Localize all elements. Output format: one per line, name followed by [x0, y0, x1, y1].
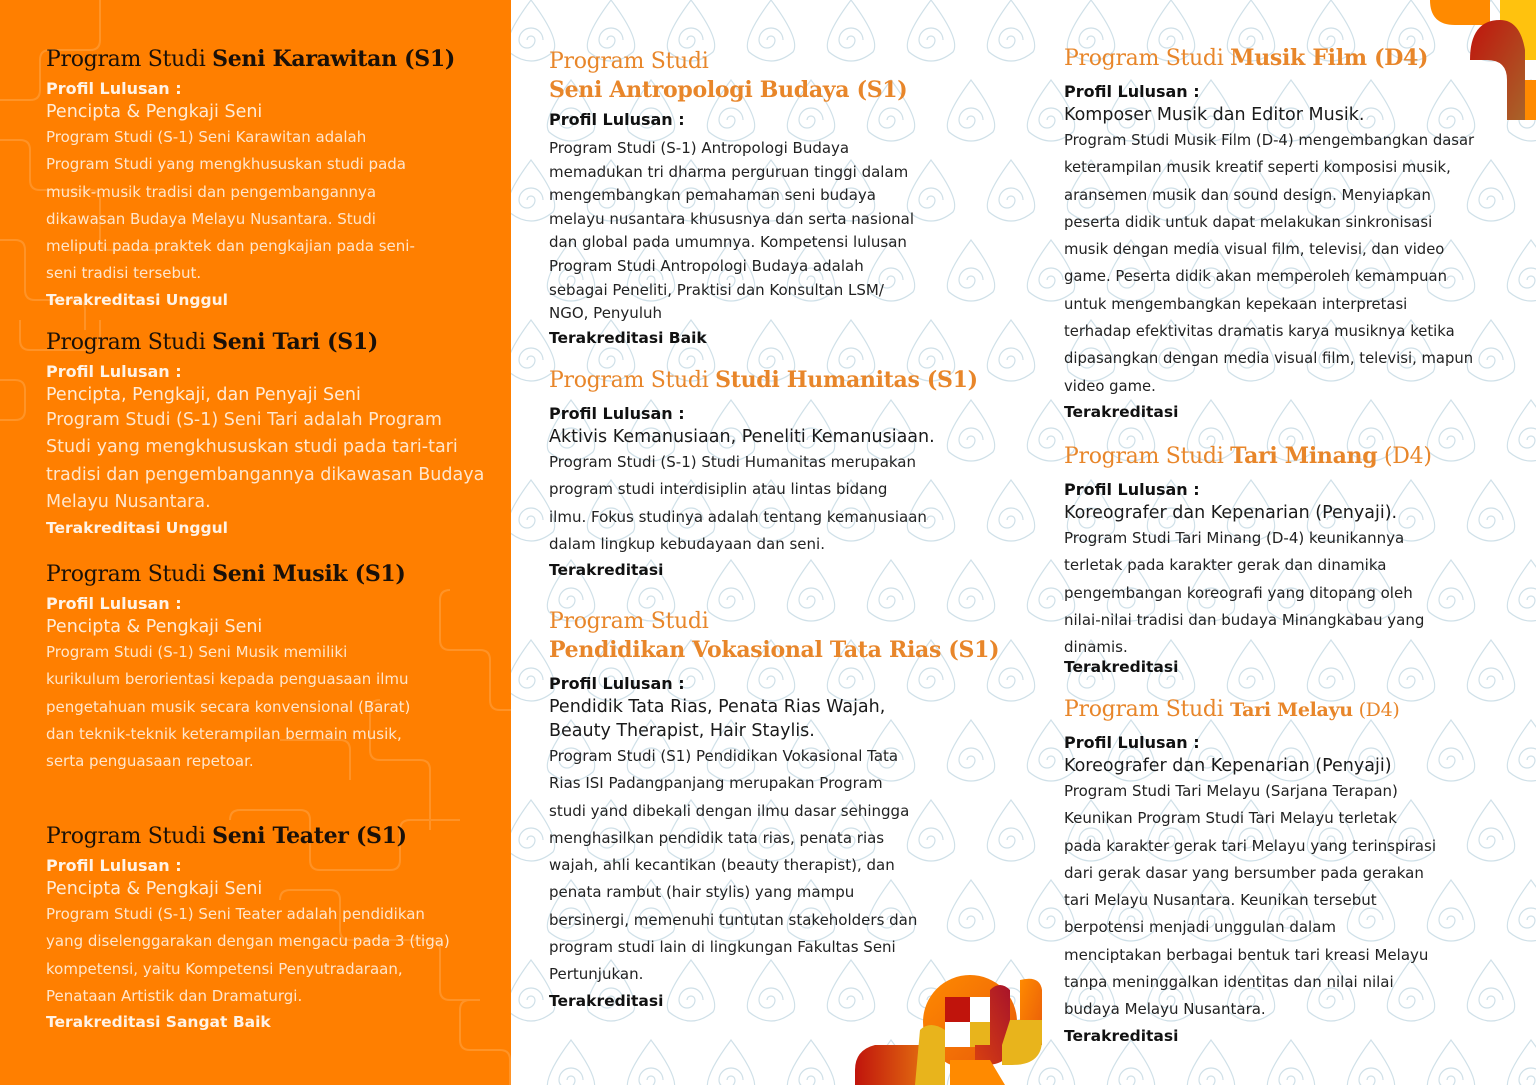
- accreditation-status: Terakreditasi Unggul: [46, 290, 228, 309]
- program-description: Program Studi (S-1) Seni Musik memiliki kurikulum berorientasi kepada penguasaan ilmu pengetahuan musik secara konvensional (Barat) dan teknik-teknik keterampilan bermain musik, serta penguasaan repetoar.: [46, 643, 411, 771]
- program-title: Seni Antropologi Budaya (S1): [549, 77, 908, 103]
- program-description: Program Studi Tari Melayu (Sarjana Terapan) Keunikan Program Studi Tari Melayu terletak pada karakter gerak tari Melayu yang terinspirasi dari gerak dasar yang bersumber pada gerakan tari Melayu Nusantara. Keunikan tersebut berpotensi menjadi unggulan dalam menciptakan berbagai bentuk tari kreasi Melayu tanpa meninggalkan identitas dan nilai nilai budaya Melayu Nusantara.: [1064, 782, 1436, 1019]
- program-title: Program Studi Musik Film (D4): [1064, 45, 1429, 71]
- graduate-profile: Koreografer dan Kepenarian (Penyaji): [1064, 756, 1392, 776]
- accreditation-status: Terakreditasi: [1064, 1026, 1179, 1045]
- graduate-profile: Komposer Musik dan Editor Musik.: [1064, 105, 1365, 125]
- program-title: Program Studi Tari Melayu (D4): [1064, 697, 1400, 722]
- program-title: Program Studi Seni Karawitan (S1): [46, 46, 455, 72]
- program-card-seni-karawitan: [46, 45, 506, 312]
- program-card-tari-minang: [1064, 442, 1529, 679]
- program-title-line1: Program Studi: [549, 49, 709, 74]
- program-card-tari-melayu: [1064, 696, 1529, 1048]
- program-title: Program Studi Tari Minang (D4): [1064, 443, 1432, 469]
- program-description: Program Studi (S-1) Seni Karawitan adalah Program Studi yang mengkhususkan studi pada musik-musik tradisi dan pengembangannya dikawasan Budaya Melayu Nusantara. Studi meliputi pada praktek dan pengkajian pada seni- seni tradisi tersebut.: [46, 128, 415, 283]
- graduate-profile: Aktivis Kemanusiaan, Peneliti Kemanusiaan.: [549, 427, 935, 447]
- graduate-profile: Pendidik Tata Rias, Penata Rias Wajah, Beauty Therapist, Hair Staylis.: [549, 697, 886, 741]
- accreditation-status: Terakreditasi Baik: [549, 328, 707, 347]
- program-title: Program Studi Seni Musik (S1): [46, 561, 406, 587]
- program-title: Program Studi Studi Humanitas (S1): [549, 367, 978, 393]
- program-card-studi-humanitas: [549, 366, 1019, 582]
- profil-lulusan-label: Profil Lulusan :: [1064, 82, 1200, 101]
- program-card-seni-teater: [46, 822, 506, 1034]
- profil-lulusan-label: Profil Lulusan :: [549, 110, 685, 129]
- program-description: Program Studi (S-1) Seni Teater adalah pendidikan yang diselenggarakan dengan mengacu pada 3 (tiga) kompetensi, yaitu Kompetensi Penyutradaraan, Penataan Artistik dan Dramaturgi.: [46, 905, 450, 1005]
- program-description: Program Studi (S-1) Antropologi Budaya memadukan tri dharma perguruan tinggi dalam mengembangkan pemahaman seni budaya melayu nusantara khususnya dan serta nasional dan global pada umumnya. Kompetensi lulusan Program Studi Antropologi Budaya adalah sebagai Peneliti, Praktisi dan Konsultan LSM/ NGO, Penyuluh: [549, 139, 915, 323]
- accreditation-status: Terakreditasi Sangat Baik: [46, 1013, 271, 1032]
- accreditation-status: Terakreditasi Unggul: [46, 519, 228, 538]
- program-card-seni-tari: [46, 328, 506, 540]
- program-description: Program Studi (S-1) Studi Humanitas merupakan program studi interdisiplin atau lintas bidang ilmu. Fokus studinya adalah tentang kemanusiaan dalam lingkup kebudayaan dan seni.: [549, 453, 927, 553]
- program-card-seni-musik: [46, 560, 506, 775]
- profil-lulusan-label: Profil Lulusan :: [1064, 733, 1200, 752]
- program-description: Program Studi Musik Film (D-4) mengembangkan dasar keterampilan musik kreatif seperti komposisi musik, aransemen musik dan sound design. Menyiapkan peserta didik untuk dapat melakukan sinkronisasi musik dengan media visual film, televisi, dan video game. Peserta didik akan memperoleh kemampuan untuk mengembangkan kepekaan interpretasi terhadap efektivitas dramatis karya musiknya ketika dipasangkan dengan media visual film, televisi, mapun video game.: [1064, 132, 1475, 395]
- program-description: Program Studi (S1) Pendidikan Vokasional Tata Rias ISI Padangpanjang merupakan Program studi yand dibekali dengan ilmu dasar sehingga menghasilkan pendidik tata rias, penata rias wajah, ahli kecantikan (beauty therapist), dan penata rambut (hair stylis) yang mampu bersinergi, memenuhi tuntutan stakeholders dan program studi lain di lingkungan Fakultas Seni Pertunjukan.: [549, 747, 918, 984]
- program-card-antropologi-budaya: [549, 48, 1019, 350]
- graduate-profile: Koreografer dan Kepenarian (Penyaji).: [1064, 503, 1398, 523]
- accreditation-status: Terakreditasi: [1064, 402, 1179, 421]
- graduate-profile: Pencipta & Pengkaji Seni: [46, 879, 263, 899]
- graduate-profile: Pencipta & Pengkaji Seni: [46, 617, 263, 637]
- accreditation-status: Terakreditasi: [549, 991, 664, 1010]
- accreditation-status: Terakreditasi: [549, 561, 664, 580]
- program-description: Program Studi Tari Minang (D-4) keunikannya terletak pada karakter gerak dan dinamika pengembangan koreografi yang ditopang oleh nilai-nilai tradisi dan budaya Minangkabau yang dinamis.: [1064, 529, 1425, 657]
- program-title: Pendidikan Vokasional Tata Rias (S1): [549, 637, 1000, 663]
- program-card-tata-rias: [549, 608, 1019, 1013]
- graduate-profile: Pencipta & Pengkaji Seni: [46, 102, 263, 122]
- program-title: Program Studi Seni Tari (S1): [46, 329, 378, 355]
- profil-lulusan-label: Profil Lulusan :: [1064, 480, 1200, 499]
- profil-lulusan-label: Profil Lulusan :: [46, 362, 182, 381]
- program-title-line1: Program Studi: [549, 609, 709, 634]
- profil-lulusan-label: Profil Lulusan :: [549, 674, 685, 693]
- accreditation-status: Terakreditasi: [1064, 658, 1179, 677]
- program-card-musik-film: [1064, 44, 1529, 424]
- profil-lulusan-label: Profil Lulusan :: [46, 594, 182, 613]
- profil-lulusan-label: Profil Lulusan :: [46, 79, 182, 98]
- program-description: Program Studi (S-1) Seni Tari adalah Program Studi yang mengkhususkan studi pada tari-tari tradisi dan pengembangannya dikawasan Budaya Melayu Nusantara.: [46, 410, 485, 512]
- profil-lulusan-label: Profil Lulusan :: [46, 856, 182, 875]
- program-title: Program Studi Seni Teater (S1): [46, 823, 407, 849]
- graduate-profile: Pencipta, Pengkaji, dan Penyaji Seni: [46, 385, 361, 405]
- profil-lulusan-label: Profil Lulusan :: [549, 404, 685, 423]
